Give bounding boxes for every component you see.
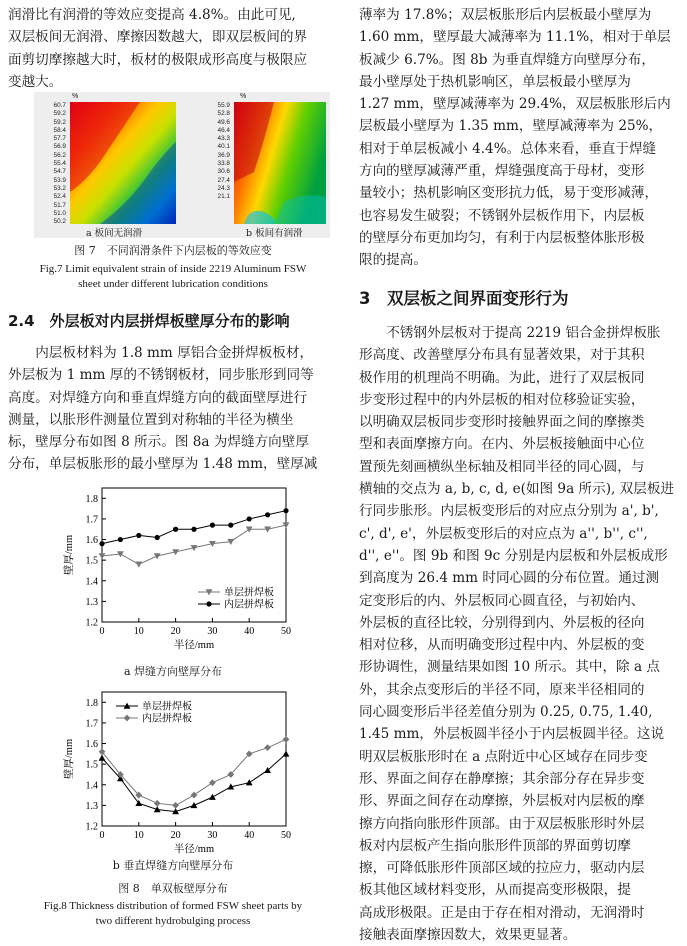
x-tick-label: 30 (207, 830, 218, 841)
x-tick-label: 40 (244, 626, 255, 637)
text-line: 接触表面摩擦因数大，效果更显著。 (359, 927, 577, 944)
data-point (99, 541, 104, 546)
legend-label: 单层拼焊板 (224, 587, 274, 599)
text-line: 限的提高。 (359, 252, 427, 269)
text-line: 外，其余点变形后的半径不同，原来半径相同的 (359, 681, 645, 698)
text-line: 板减少 6.7%。图 8b 为垂直焊缝方向壁厚分布， (359, 51, 655, 68)
fig7b-color-scale (200, 102, 230, 202)
scale-value: 52.4 (53, 193, 66, 201)
data-point (118, 537, 123, 542)
y-tick-label: 1.5 (85, 555, 98, 567)
legend-marker (206, 601, 211, 606)
scale-value: 43.3 (217, 135, 230, 143)
text-line: 置预先刻画横纵坐标轴及相同半径的同心圆，与 (359, 458, 645, 475)
text-line: 到高度为 26.4 mm 时同心圆的分布位置。通过测 (359, 570, 660, 587)
text-line: 横轴的交点为 a, b, c, d, e(如图 9a 所示), 双层板进 (359, 481, 675, 498)
fig8a-subcaption: a 焊缝方向壁厚分布 (123, 665, 223, 678)
data-point (210, 523, 215, 528)
x-tick-label: 0 (99, 626, 105, 637)
data-point (136, 533, 141, 538)
text-line: 内层板材料为 1.8 mm 厚铝合金拼焊板板材， (35, 345, 314, 361)
fig7-caption-cn: 图 7 不同润滑条件下内层板的等效应变 (74, 244, 272, 257)
data-point (155, 535, 160, 540)
legend-label: 内层拼焊板 (224, 599, 274, 611)
scale-value: 46.4 (217, 126, 230, 134)
text-line: 最小壁厚处于热机影响区，单层板最小壁厚为 (359, 73, 631, 90)
y-tick-label: 1.4 (85, 576, 98, 588)
text-line: 相对于单层板减小 4.4%。总体来看，垂直于焊缝 (359, 140, 657, 157)
text-line: 量较小；热机影响区变形抗力低，易于变形减薄， (359, 185, 659, 202)
text-line: 板其他区域材料变形，从而提高变形极限，提 (359, 882, 631, 899)
section-3-paragraph (359, 322, 679, 946)
fig8-caption-en-line2: two different hydrobulging process (95, 914, 251, 927)
data-point (265, 512, 270, 517)
section-2-4-paragraph (8, 342, 338, 476)
text-line: 标，壁厚分布如图 8 所示。图 8a 为焊缝方向壁厚 (8, 434, 309, 451)
text-line: 以明确双层板同步变形时接触界面之间的摩擦类 (359, 414, 645, 431)
y-tick-label: 1.2 (85, 617, 98, 629)
fig8a-chart (58, 478, 298, 660)
text-line: 1.45 mm，外层板圆半径小于内层板圆半径。这说 (359, 726, 665, 743)
legend-label: 内层拼焊板 (142, 713, 192, 725)
text-line: 测量，以胀形件测量位置到对称轴的半径为横坐 (8, 411, 294, 428)
y-tick-label: 1.3 (85, 596, 98, 608)
section-2-4-heading: 2.4 外层板对内层拼焊板壁厚分布的影响 (8, 312, 290, 330)
y-tick-label: 1.6 (85, 739, 98, 751)
y-axis-label: 壁厚/mm (64, 738, 75, 780)
y-tick-label: 1.8 (85, 697, 98, 709)
section-3-heading: 3 双层板之间界面变形行为 (359, 289, 569, 308)
text-line: 形、界面之间存在静摩擦；其余部分存在异步变 (359, 770, 645, 787)
text-line: 的壁厚分布更加均匀，有利于内层板整体胀形极 (359, 229, 645, 246)
fig7-caption-en-line1: Fig.7 Limit equivalent strain of inside 2219 Aluminum FSW (39, 263, 307, 275)
text-line: d'', e''。图 9b 和图 9c 分别是内层板和外层板成形 (359, 547, 668, 564)
scale-value: 51.0 (53, 209, 66, 217)
data-point (154, 800, 161, 807)
legend-label: 单层拼焊板 (142, 701, 192, 713)
data-point (283, 736, 290, 743)
text-line: 双层板间无润滑、摩擦因数越大，即双层板间的界 (8, 29, 308, 46)
fig7-caption-en-line2: sheet under different lubrication conditions (78, 277, 268, 290)
scale-value: 27.4 (217, 176, 230, 184)
text-line: 外层板的直径比较，分别得到内、外层板的径向 (359, 614, 645, 631)
data-point (191, 792, 198, 799)
text-line: 1.27 mm，壁厚减薄率为 29.4%，双层板胀形后内 (359, 96, 671, 113)
text-line: 外层板为 1 mm 厚的不锈钢板材，同步胀形到同等 (8, 367, 314, 384)
text-line: 同心圆变形后半径差值分别为 0.25, 0.75, 1.40, (359, 704, 653, 721)
text-line: 极作用的机理尚不明确。为此，进行了双层板同 (359, 369, 645, 386)
scale-value: 59.2 (53, 118, 66, 126)
text-line: 高度。对焊缝方向和垂直焊缝方向的截面壁厚进行 (8, 389, 308, 406)
legend-marker (124, 715, 131, 722)
y-axis-label: 壁厚/mm (64, 534, 75, 576)
data-point (264, 744, 271, 751)
x-tick-label: 20 (170, 626, 181, 637)
scale-value: 60.7 (53, 102, 66, 109)
text-line: 高成形极限。正是由于存在相对滑动，无润滑时 (359, 904, 645, 921)
scale-value: 58.4 (53, 126, 66, 134)
scale-value: 51.7 (53, 201, 66, 209)
fig8-caption-en (8, 899, 338, 928)
scale-value: 56.9 (53, 143, 66, 151)
fig8-caption-cn: 图 8 单双板壁厚分布 (118, 882, 228, 895)
scale-value: 53.9 (53, 176, 66, 184)
text-line: 定变形后的内、外层板同心圆直径，与初始内、 (359, 592, 645, 609)
scale-value: 59.2 (53, 110, 66, 118)
data-point (228, 523, 233, 528)
data-point (283, 508, 288, 513)
scale-value: 55.4 (53, 160, 66, 168)
x-tick-label: 50 (281, 830, 291, 841)
text-line: 也容易发生破裂；不锈钢外层板作用下，内层板 (359, 207, 645, 224)
fig7a-unit: % (72, 93, 79, 100)
text-line: 层板最小壁厚为 1.35 mm，壁厚减薄率为 25%， (359, 118, 663, 135)
right-top-paragraph (359, 4, 679, 272)
text-line: 变越大。 (8, 73, 63, 90)
scale-value: 56.2 (53, 151, 66, 159)
data-point (99, 553, 106, 559)
text-line: 形协调性，测量结果如图 10 所示。其中，除 a 点 (359, 659, 660, 676)
data-point (173, 527, 178, 532)
text-line: 润滑比有润滑的等效应变提高 4.8%。由此可见, (8, 7, 296, 23)
y-tick-label: 1.3 (85, 800, 98, 812)
fig7-caption-en (8, 262, 338, 291)
y-tick-label: 1.5 (85, 759, 98, 771)
data-point (191, 527, 196, 532)
y-tick-label: 1.8 (85, 493, 98, 505)
y-tick-label: 1.7 (85, 514, 98, 526)
text-line: 明双层板胀形时在 a 点附近中心区域存在同步变 (359, 748, 648, 765)
x-axis-label: 半径/mm (173, 640, 215, 651)
scale-value: 30.6 (217, 168, 230, 176)
data-point (154, 553, 161, 559)
x-tick-label: 10 (133, 626, 144, 637)
data-point (191, 802, 198, 808)
data-point (172, 802, 179, 809)
x-tick-label: 30 (207, 626, 218, 637)
text-line: 方向的壁厚减薄严重，焊缝强度高于母材，变形 (359, 163, 645, 180)
text-line: c', d', e'，外层板变形后的对应点为 a'', b'', c'', (359, 525, 648, 542)
text-line: 形、界面之间存在动摩擦，外层板对内层板的摩 (359, 793, 645, 810)
scale-value: 52.8 (217, 110, 230, 118)
scale-value: 21.1 (217, 193, 230, 201)
text-line: 1.60 mm，壁厚最大减薄率为 11.1%，相对于单层 (359, 29, 671, 46)
data-point (283, 750, 290, 756)
text-line: 形高度、改善壁厚分布具有显著效果，对于其积 (359, 347, 645, 364)
scale-value: 50.2 (53, 218, 66, 226)
data-point (209, 779, 216, 786)
y-tick-label: 1.4 (85, 780, 98, 792)
text-line: 擦，可降低胀形件顶部区域的拉应力，驱动内层 (359, 860, 645, 877)
scale-value: 40.1 (217, 143, 230, 151)
text-line: 行同步胀形。内层板变形后的对应点分别为 a', b', (359, 503, 659, 520)
y-tick-label: 1.7 (85, 718, 98, 730)
x-tick-label: 20 (170, 830, 181, 841)
data-point (135, 562, 142, 568)
x-axis-label: 半径/mm (173, 844, 215, 855)
figure-7 (34, 92, 330, 238)
fig8-caption-en-line1: Fig.8 Thickness distribution of formed FSW sheet parts by (43, 900, 303, 912)
fig7b-subcaption: b 板间有润滑 (246, 228, 303, 239)
text-line: 步变形过程中的内外层板的相对位移验证实验， (359, 391, 645, 408)
x-tick-label: 40 (244, 830, 255, 841)
y-tick-label: 1.2 (85, 821, 98, 833)
y-tick-label: 1.6 (85, 535, 98, 547)
fig7a-strain-map (70, 102, 176, 224)
x-tick-label: 50 (281, 626, 291, 637)
x-tick-label: 10 (133, 830, 144, 841)
fig8b-subcaption: b 垂直焊缝方向壁厚分布 (112, 859, 234, 872)
intro-paragraph (8, 4, 338, 93)
x-tick-label: 0 (99, 830, 105, 841)
scale-value: 33.8 (217, 160, 230, 168)
scale-value: 36.9 (217, 151, 230, 159)
fig7b-unit: % (240, 93, 247, 100)
text-line: 不锈钢外层板对于提高 2219 铝合金拼焊板胀 (386, 325, 661, 341)
text-line: 型和表面摩擦方向。在内、外层板接触面中心位 (359, 436, 645, 453)
fig7a-subcaption: a 板间无润滑 (86, 228, 143, 239)
text-line: 薄率为 17.8%；双层板胀形后内层板最小壁厚为 (359, 7, 652, 23)
scale-value: 24.3 (217, 184, 230, 192)
text-line: 擦方向指向胀形件顶部。由于双层板胀形时外层 (359, 815, 645, 832)
scale-value: 54.7 (53, 168, 66, 176)
text-line: 相对位移，从而明确变形过程中内、外层板的变 (359, 637, 645, 654)
scale-value: 55.9 (217, 102, 230, 109)
fig7b-strain-map (234, 102, 326, 224)
scale-value: 49.6 (217, 118, 230, 126)
scale-value: 57.7 (53, 135, 66, 143)
data-point (209, 794, 216, 800)
text-line: 分布，单层板胀形的最小壁厚为 1.48 mm，壁厚减 (8, 456, 318, 473)
text-line: 板对内层板产生指向胀形件顶部的界面剪切摩 (359, 837, 631, 854)
fig8b-chart (58, 682, 298, 864)
data-point (247, 516, 252, 521)
data-point (246, 779, 253, 785)
scale-value: 53.2 (53, 184, 66, 192)
text-line: 面剪切摩擦越大时，板材的极限成形高度与极限应 (8, 51, 308, 68)
fig7a-color-scale (36, 102, 66, 226)
